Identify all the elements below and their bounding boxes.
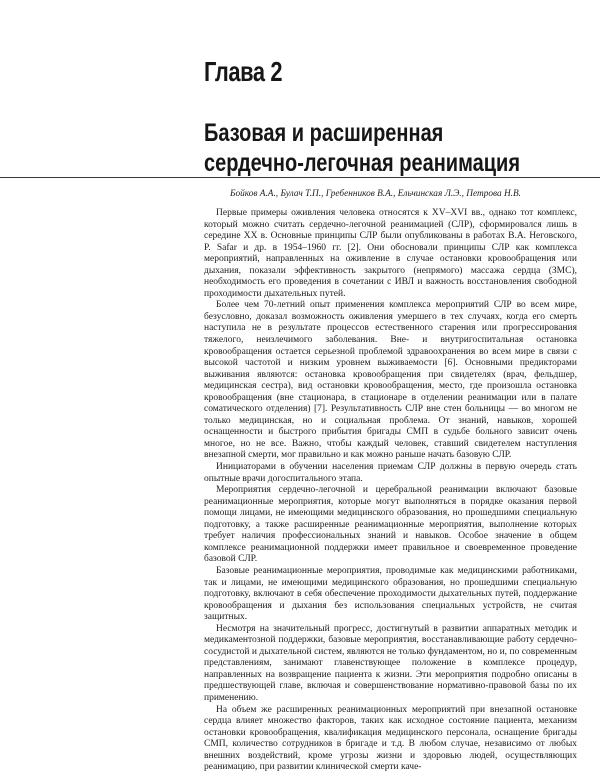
chapter-label: Глава 2	[204, 56, 283, 87]
chapter-title-line-2: сердечно-легочная реанимация	[204, 149, 520, 177]
paragraph: Базовые реанимационные мероприятия, проводимые как медицинскими работниками, так и лицами, не имеющими медицинского образования, но прошедшими специальную подготовку, включают в себя обеспечение проходимости дыхательных путей, поддержание кровообращения и дыхания без использования специальных устройств, не считая защитных.	[204, 565, 577, 623]
paragraph: Мероприятия сердечно-легочной и церебральной реанимации включают базовые реанимационные мероприятия, которые могут выполняться в порядке оказания первой помощи лицами, не имеющими медицинского образования, но прошедшими специальную подготовку, а также расширенные реанимационные мероприятия, выполнение которых требует наличия профессиональных знаний и навыков. Особое значение в общем комплексе реанимационной поддержки имеет правильное и своевременное проведение базовой СЛР.	[204, 485, 577, 565]
paragraph: Инициаторами в обучении населения приемам СЛР должны в первую очередь стать опытные врачи догоспитального этапа.	[204, 462, 577, 484]
title-divider	[0, 177, 600, 178]
body-text	[204, 208, 577, 774]
authors-line: Бойков А.А., Булач Т.П., Гребенников В.А., Ельчинская Л.Э., Петрова Н.В.	[230, 189, 521, 199]
chapter-title-line-1: Базовая и расширенная	[204, 119, 444, 147]
paragraph: На объем же расширенных реанимационных мероприятий при внезапной остановке сердца влияет множество факторов, таких как исходное состояние пациента, механизм остановки кровообращения, квалификация медицинского персонала, оснащение бригады СМП, количество сотрудников в бригаде и т.д. В любом случае, независимо от любых внешних воздействий, кроме угрозы жизни и здоровью людей, осуществляющих реанимацию, при развитии клинической смерти каче-	[204, 704, 577, 773]
paragraph: Первые примеры оживления человека относятся к XV–XVI вв., однако тот комплекс, который можно считать сердечно-легочной реанимацией (СЛР), сформировался лишь в середине XX в. Основные принципы СЛР были опубликованы в работах В.А. Неговского, P. Safar и др. в 1954–1960 гг. [2]. Они обосновали принципы СЛР как комплекса мероприятий, направленных на оживление в случае остановки кровообращения или дыхания, показали эффективность закрытого (непрямого) массажа сердца (ЗМС), необходимость его проведения в сочетании с ИВЛ и важность восстановления свободной проходимости дыхательных путей.	[204, 208, 577, 299]
paragraph: Более чем 70-летний опыт применения комплекса мероприятий СЛР во всем мире, безусловно, доказал возможность оживления умершего в тех случаях, когда его смерть наступила не в результате процессов естественного старения или прогрессирования тяжелого, неизлечимого заболевания. Вне- и внутригоспитальная остановка кровообращения остается серьезной проблемой здравоохранения во всем мире в связи с высокой частотой и низким уровнем выживаемости [6]. Основными предикторами выживания являются: остановка кровообращения при свидетелях (врач, фельдшер, медицинская сестра), вид остановки кровообращения, место, где произошла остановка кровообращения (вне стационара, в стационаре в отделении реанимации или в палате соматического отделения) [7]. Результативность СЛР вне стен больницы — во многом не только медицинская, но и социальная проблема. От знаний, навыков, хорошей оснащенности и быстрого прибытия бригады СМП в судьбе больного зависит очень многое, но не все. Важно, чтобы каждый человек, ставший свидетелем наступления внезапной смерти, мог правильно и как можно раньше начать базовую СЛР.	[204, 300, 577, 461]
chapter-title	[204, 118, 520, 178]
paragraph: Несмотря на значительный прогресс, достигнутый в развитии аппаратных методик и медикаментозной поддержки, базовые мероприятия, восстанавливающие работу сердечно-сосудистой и дыхательной систем, являются не только фундаментом, но и, по современным представлениям, занимают главенствующее положение в комплексе процедур, направленных на возвращение пациента к жизни. Эти мероприятия подробно описаны в предшествующей главе, включая и совершенствование нормативно-правовой базы по их применению.	[204, 623, 577, 703]
